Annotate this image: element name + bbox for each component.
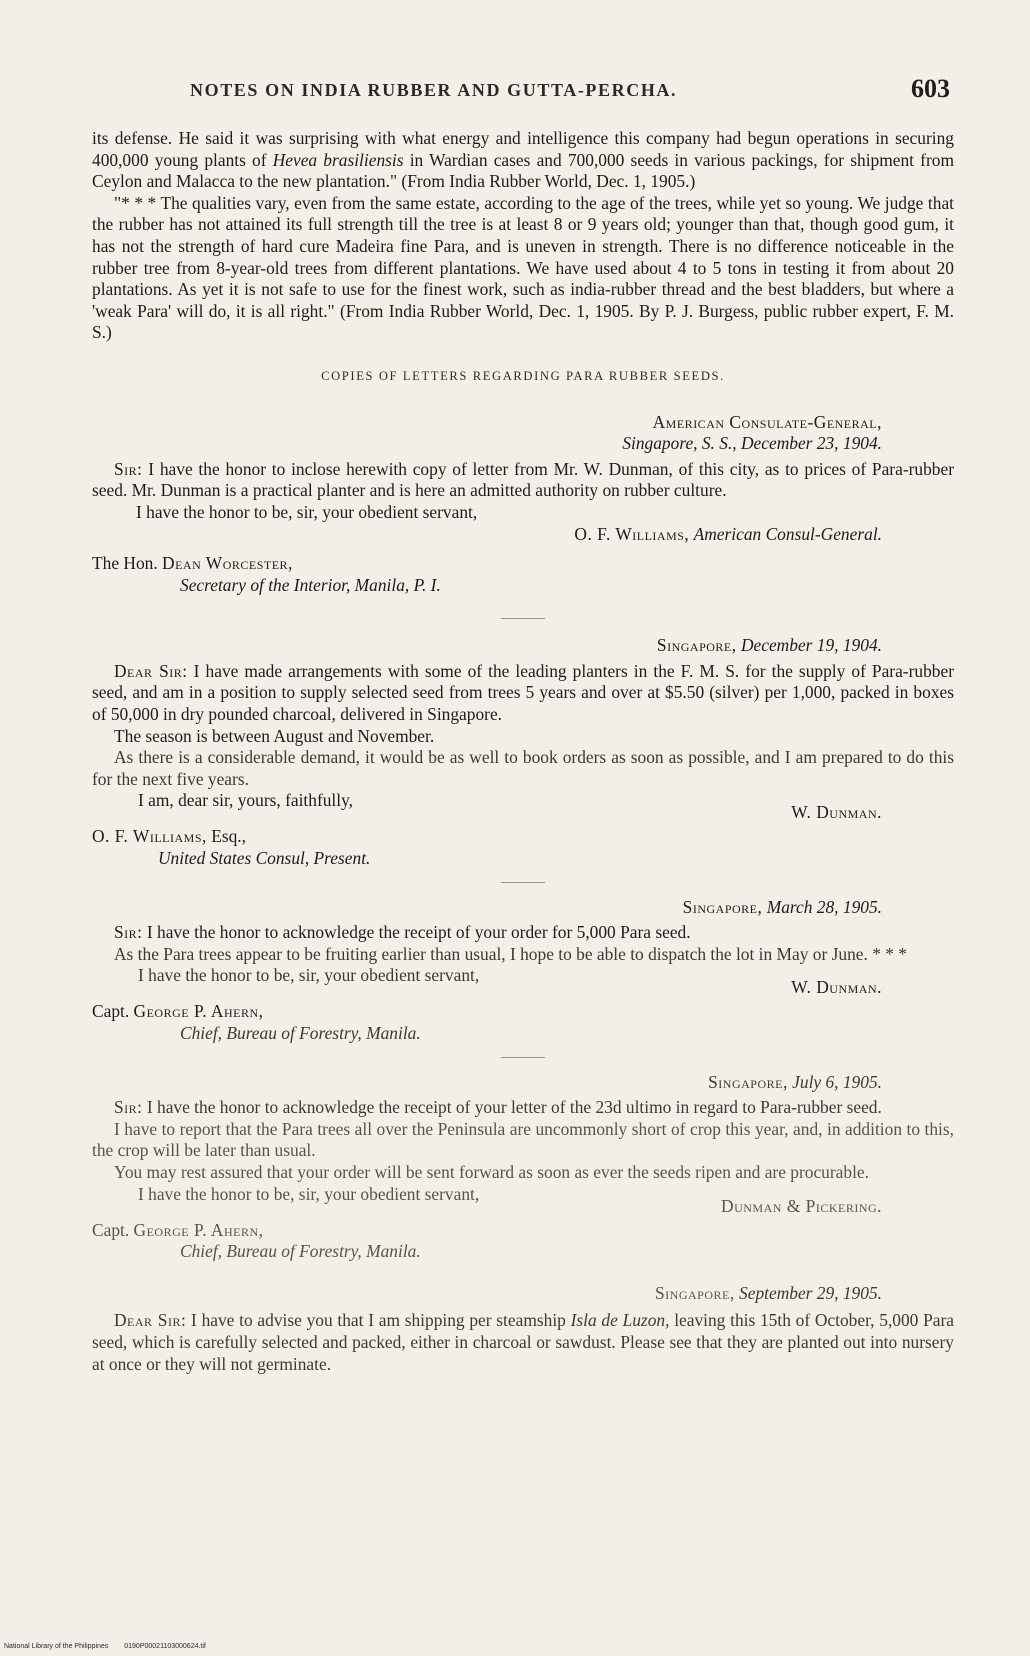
body-text [92, 128, 954, 1375]
letter-4-body [92, 1097, 954, 1119]
letter-3-date: March 28, 1905. [766, 896, 882, 917]
letter-3-addressee-name: George P. Ahern, [133, 1001, 264, 1022]
letter-2-line-2: The season is between August and November. [114, 725, 435, 746]
letter-1 [92, 412, 954, 597]
page-number: 603 [911, 74, 950, 103]
running-head [90, 74, 950, 114]
letter-4-date: July 6, 1905. [792, 1071, 882, 1092]
letter-3-dateline [92, 897, 882, 919]
letter-2-addressee-suffix: Esq., [206, 826, 246, 847]
section-heading: COPIES OF LETTERS REGARDING PARA RUBBER SEEDS. [321, 368, 725, 383]
letter-1-body-text: I have the honor to inclose herewith copy of letter from Mr. W. Dunman, of this city, as to prices of Para-rubber seed. Mr. Dunman is a practical planter and is here an admitted authority on rubber culture. [92, 458, 954, 501]
intro-paragraph-1 [92, 128, 954, 193]
letter-1-addressee-title: Secretary of the Interior, Manila, P. I. [180, 574, 441, 595]
letter-1-addressee-prefix: The Hon. [92, 553, 163, 574]
letter-4-addressee-title: Chief, Bureau of Forestry, Manila. [180, 1241, 421, 1262]
letter-1-signature [92, 524, 882, 546]
letter-1-body [92, 459, 954, 502]
letter-3-line-2: As the Para trees appear to be fruiting earlier than usual, I hope to be able to dispatch the lot in May or June. * * * [114, 943, 907, 964]
letter-2-addressee-name: O. F. Williams, [92, 826, 207, 847]
letter-4-place: Singapore, [708, 1071, 788, 1092]
letter-3-body-text: I have the honor to acknowledge the receipt of your order for 5,000 Para seed. [142, 922, 691, 943]
letter-5-ship-name: Isla de Luzon, [570, 1310, 670, 1331]
letter-2-closing: I am, dear sir, yours, faithfully, [138, 790, 354, 811]
letter-1-place-date: Singapore, S. S., December 23, 1904. [622, 433, 882, 454]
letter-3-body [92, 922, 954, 944]
letter-2-signer: W. Dunman. [791, 802, 882, 823]
letter-5-dateline [92, 1283, 882, 1305]
footer-code: 0190P00021103000624.tif [124, 1643, 206, 1650]
letter-3-salutation: Sir: [114, 922, 143, 943]
letter-3-addressee-prefix: Capt. [92, 1001, 134, 1022]
letter-3 [92, 897, 954, 1045]
separator-rule [501, 1057, 545, 1058]
letter-1-closing: I have the honor to be, sir, your obedient servant, [136, 501, 478, 522]
running-title: NOTES ON INDIA RUBBER AND GUTTA-PERCHA. [190, 80, 678, 100]
letter-4-closing: I have the honor to be, sir, your obedient servant, [138, 1183, 480, 1204]
letter-2-addressee [92, 826, 954, 848]
letter-2-dateline [92, 635, 882, 657]
letter-3-signoff [92, 965, 954, 998]
letter-4-salutation: Sir: [114, 1097, 143, 1118]
letter-5-salutation: Dear Sir: [114, 1310, 187, 1331]
scan-footer [4, 1643, 220, 1650]
intro-text-a: its defense. He said it was surprising with what energy and intelligence this company had begun operations in securing 400,000 young plants of [92, 128, 954, 170]
letter-3-closing: I have the honor to be, sir, your obedient servant, [138, 965, 480, 986]
species-name: Hevea brasiliensis [272, 149, 404, 170]
letter-4-line-3: You may rest assured that your order will be sent forward as soon as ever the seeds ripen and are procurable. [114, 1161, 869, 1182]
letter-4-dateline [92, 1072, 882, 1094]
letter-1-origin: American Consulate-General, [652, 411, 882, 432]
letter-4-signoff [92, 1183, 954, 1216]
letter-5-date: September 29, 1905. [739, 1282, 882, 1303]
letter-4-addressee-name: George P. Ahern, [133, 1219, 264, 1240]
letter-3-addressee-title: Chief, Bureau of Forestry, Manila. [180, 1023, 421, 1043]
letter-2-addressee-title: United States Consul, Present. [158, 848, 371, 869]
letter-5-body-a: I have to advise you that I am shipping per steamship [186, 1310, 571, 1331]
letter-4-line-2: I have to report that the Para trees all over the Peninsula are uncommonly short of crop this year, and, in addition to this, the crop will be later than usual. [92, 1118, 954, 1161]
letter-2-signoff [92, 790, 954, 823]
letter-3-signer: W. Dunman. [791, 977, 882, 998]
letter-4-signer: Dunman & Pickering. [721, 1195, 882, 1216]
letter-5-body [92, 1310, 954, 1375]
letter-4-addressee-prefix: Capt. [92, 1219, 134, 1240]
letter-3-addressee [92, 1001, 954, 1023]
letter-2-line-3: As there is a considerable demand, it would be as well to book orders as soon as possible, and I am prepared to do this for the next five years. [92, 747, 954, 789]
letter-5 [92, 1283, 954, 1375]
letter-1-addressee [92, 553, 954, 575]
letter-5-body-b: leaving this 15th of October, 5,000 Para seed, which is carefully selected and packed, either in charcoal or sawdust. Please see that they are planted out into nursery at once or they will not germinate. [92, 1310, 955, 1374]
letter-1-addressee-name: Dean Worcester, [162, 553, 293, 574]
letter-1-salutation: Sir: [114, 458, 143, 479]
letter-3-place: Singapore, [682, 896, 763, 917]
intro-text-b: in Wardian cases and 700,000 seeds in various packings, for shipment from Ceylon and Malacca to the new plantation." (From India Rubber World, Dec. 1, 1905.) [92, 149, 954, 192]
letter-2 [92, 635, 954, 869]
letter-5-place: Singapore, [654, 1282, 735, 1303]
letter-4 [92, 1072, 954, 1263]
letter-2-place: Singapore, [656, 635, 737, 656]
letter-2-body-text: I have made arrangements with some of the leading planters in the F. M. S. for the supply of Para-rubber seed, and am in a position to supply selected seed from trees 5 years and over at $5.50 (silver) per 1,000, packed in boxes of 50,000 in dry pounded charcoal, delivered in Singapore. [92, 660, 954, 725]
intro-paragraph-2: "* * * The qualities vary, even from the same estate, according to the age of the trees, while yet so young. We judge that the rubber has not attained its full strength till the tree is at least 8 or 9 years old; younger than that, though good gum, it has not the strength of hard cure Madeira fine Para, and is uneven in strength. There is no difference noticeable in the rubber tree from 8-year-old trees from different plantations. We have used about 4 to 5 tons in testing it from about 20 plantations. As yet it is not safe to use for the finest work, such as india-rubber thread and the best bladders, but where a 'weak Para' will do, it is all right." (From India Rubber World, Dec. 1, 1905. By P. J. Burgess, public rubber expert, F. M. S.) [92, 192, 954, 343]
letter-2-body [92, 661, 954, 726]
separator-rule [501, 882, 545, 883]
letter-2-date: December 19, 1904. [740, 635, 882, 656]
letter-1-signer-name: O. F. Williams, [574, 523, 690, 544]
letter-4-addressee [92, 1220, 954, 1242]
letter-2-salutation: Dear Sir: [114, 660, 188, 681]
letter-4-body-text: I have the honor to acknowledge the receipt of your letter of the 23d ultimo in regard to Para-rubber seed. [142, 1097, 882, 1118]
separator-rule [501, 618, 545, 619]
footer-library: National Library of the Philippines [4, 1643, 109, 1650]
letter-1-signer-title: American Consul-General. [693, 523, 882, 544]
